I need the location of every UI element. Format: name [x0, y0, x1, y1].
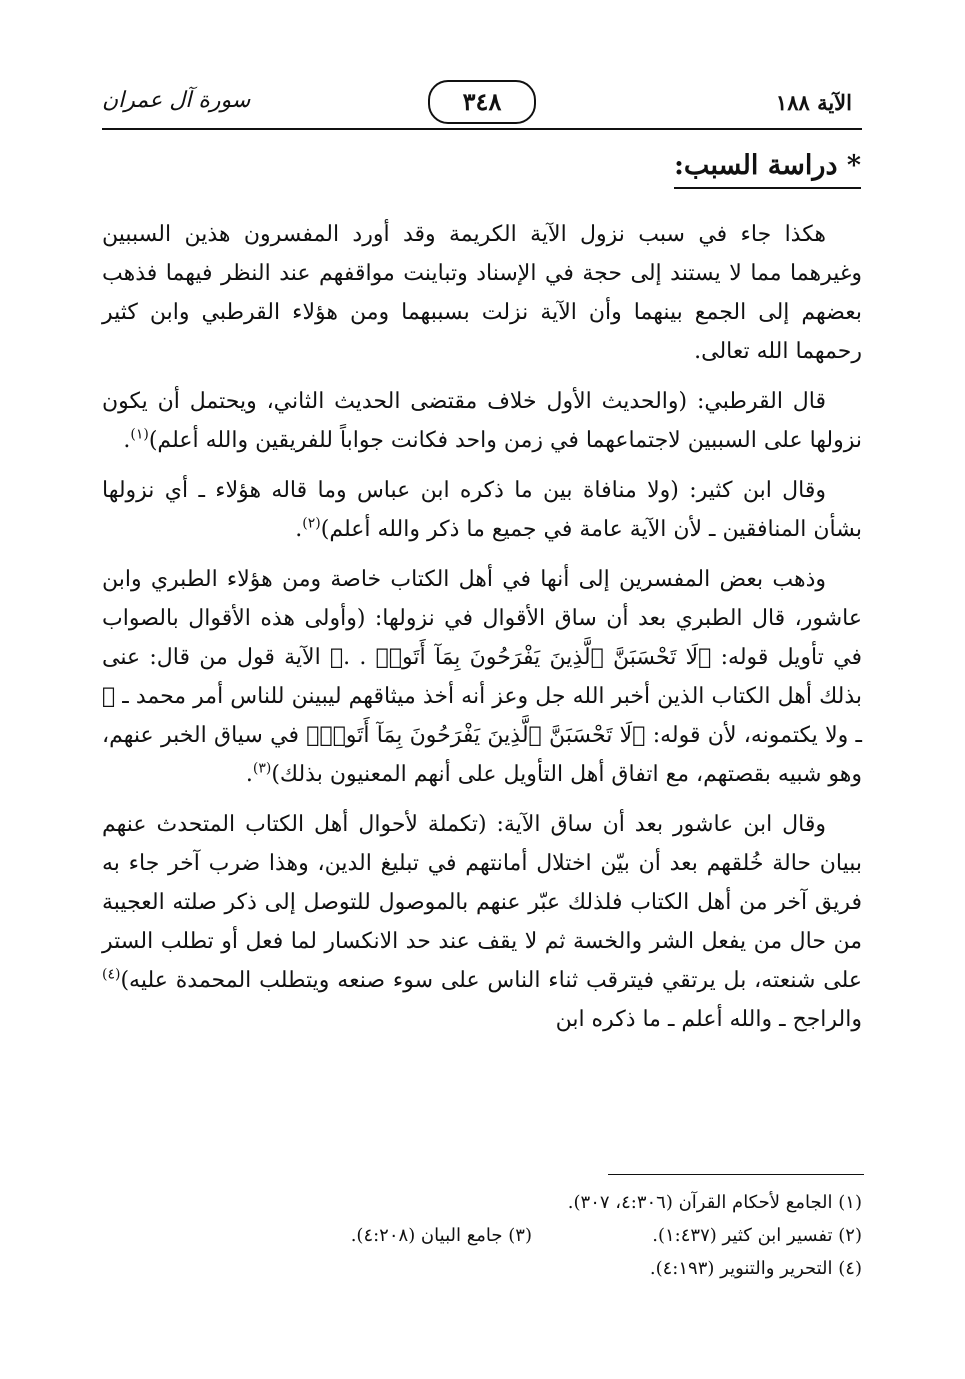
verse-label: الآية ١٨٨	[775, 90, 852, 115]
paragraph: وقال ابن عاشور بعد أن ساق الآية: (تكملة لأحوال أهل الكتاب المتحدث عنهم ببيان حالة خُلقهم بعد أن بيّن اختلال أمانتهم في تبليغ الدين، وهذا ضرب آخر جاء به فريق آخر من أهل الكتاب فلذلك عبّر عنهم بالموصول للتوصل إلى ذكر صلته العجيبة من حال من يفعل الشر والخسة ثم لا يقف عند حد الانكسار لما فعل أو تطلب الستر على شنعته، بل يرتقي فيترقب ثناء الناس على سوء صنعه ويتطلب المحمدة عليه)$^{(٤)}$ والراجح ـ والله أعلم ـ ما ذكره ابن	[102, 812, 862, 1032]
paragraph: قال القرطبي: (والحديث الأول خلاف مقتضى الحديث الثاني، ويحتمل أن يكون نزولها على السببين لاجتماعهما في زمن واحد فكانت جواباً للفريقين والله أعلم)$^{(١)}$.	[102, 389, 862, 453]
paragraph: هكذا جاء في سبب نزول الآية الكريمة وقد أورد المفسرون هذين السببين وغيرهما مما لا يستند إلى حجة في الإسناد وتباينت مواقفهم عند النظر فيهما فذهب بعضهم إلى الجمع بينهما وأن الآية نزلت بسببهما ومن هؤلاء القرطبي وابن كثير رحمهما الله تعالى.	[102, 222, 862, 364]
footnote-ref: (٣)	[252, 760, 272, 777]
header-divider	[102, 128, 862, 130]
footnote-ref: (١)	[130, 426, 149, 443]
paragraph: وقال ابن كثير: (ولا منافاة بين ما ذكره ابن عباس وما قاله هؤلاء ـ أي نزولها بشأن المنافقين ـ لأن الآية عامة في جميع ما ذكر والله أعلم)$^{(٢)}$.	[102, 478, 862, 542]
section-title-text: * دراسة السبب:	[673, 150, 861, 181]
footnote-ref: (٤)	[102, 966, 121, 983]
section-title-underline	[674, 187, 861, 189]
footnote-divider	[608, 1174, 864, 1175]
footnote: (٤) التحرير والتنوير (٤:١٩٣).	[649, 1258, 862, 1279]
section-title	[674, 150, 861, 181]
surah-name: سورة آل عمران	[102, 88, 251, 113]
footnote: (١) الجامع لأحكام القرآن (٤:٣٠٦، ٣٠٧).	[567, 1192, 862, 1213]
footnote: (٢) تفسير ابن كثير (١:٤٣٧).	[652, 1225, 862, 1246]
page-number: ٣٤٨	[428, 80, 536, 124]
footnote-ref: (٢)	[302, 515, 321, 532]
footnotes	[102, 1186, 862, 1285]
paragraph: وذهب بعض المفسرين إلى أنها في أهل الكتاب خاصة ومن هؤلاء الطبري وابن عاشور، قال الطبري بعد أن ساق الأقوال في نزولها: (وأولى هذه الأقوال بالصواب في تأويل قوله: ﴿لَا تَحْسَبَنَّ ٱلَّذِينَ يَفْرَحُونَ بِمَآ أَتَوا۟ . .﴾ الآية قول من قال: عنى بذلك أهل الكتاب الذين أخبر الله جل وعز أنه أخذ ميثاقهم ليبينن للناس أمر محمد ـ ﷺ ـ ولا يكتمونه، لأن قوله: ﴿لَا تَحْسَبَنَّ ٱلَّذِينَ يَفْرَحُونَ بِمَآ أَتَوا۟﴾ في سياق الخبر عنهم، وهو شبيه بقصتهم، مع اتفاق أهل التأويل على أنهم المعنيون بذلك)$^{(٣)}$.	[102, 567, 862, 787]
body-text	[102, 215, 862, 1050]
footnote: (٣) جامع البيان (٤:٢٠٨).	[350, 1225, 532, 1246]
footnote-pair	[102, 1219, 862, 1252]
